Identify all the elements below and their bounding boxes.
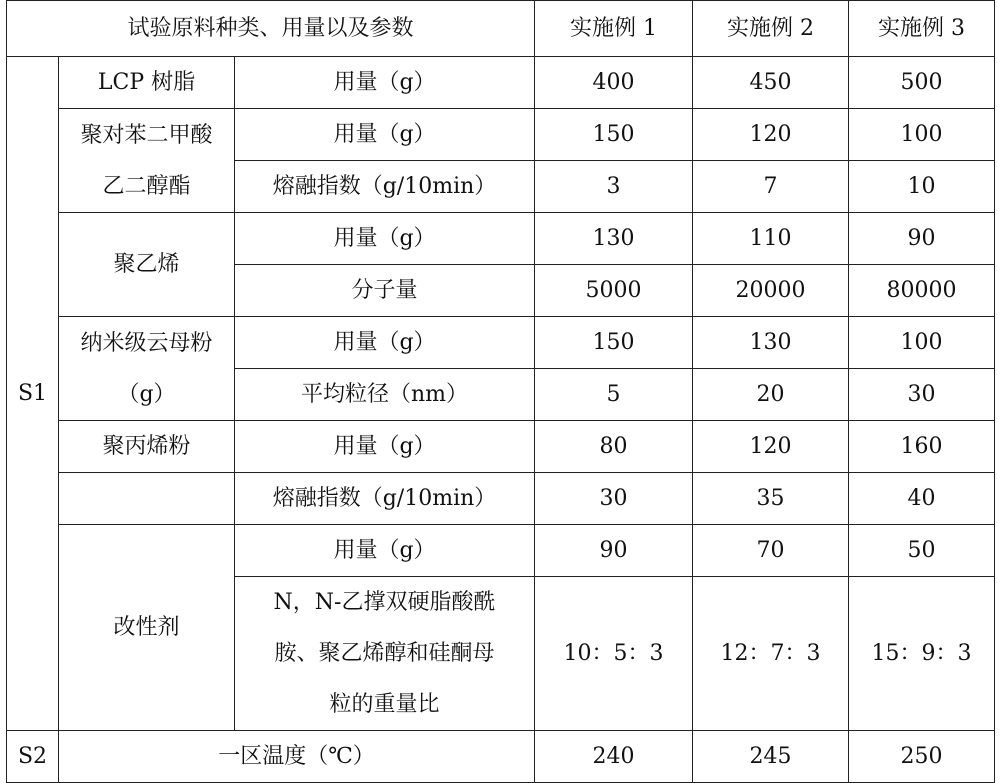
header-params-title: 试验原料种类、用量以及参数	[7, 1, 535, 57]
param-dosage: 用量（g）	[235, 57, 535, 109]
table-row	[7, 57, 995, 109]
table-row	[7, 317, 995, 369]
param-zone-temp: 一区温度（℃）	[59, 731, 535, 783]
value-cell: 130	[693, 317, 849, 369]
value-cell: 7	[693, 161, 849, 213]
material-pet-line1: 聚对苯二甲酸	[80, 122, 213, 148]
value-cell: 150	[535, 317, 693, 369]
value-cell: 30	[849, 369, 995, 421]
value-cell: 240	[535, 731, 693, 783]
param-dosage: 用量（g）	[235, 213, 535, 265]
value-cell: 500	[849, 57, 995, 109]
table-row	[7, 109, 995, 161]
value-cell: 245	[693, 731, 849, 783]
value-cell: 40	[849, 473, 995, 525]
material-lcp: LCP 树脂	[59, 57, 235, 109]
param-dosage: 用量（g）	[235, 317, 535, 369]
header-example-1: 实施例 1	[535, 1, 693, 57]
param-mol-weight: 分子量	[235, 265, 535, 317]
value-cell: 70	[693, 525, 849, 577]
value-cell: 90	[535, 525, 693, 577]
value-cell: 450	[693, 57, 849, 109]
param-weight-ratio-line2: 胺、聚乙烯醇和硅酮母	[274, 641, 495, 666]
param-dosage: 用量（g）	[235, 421, 535, 473]
value-cell: 12：7：3	[693, 577, 849, 731]
material-empty-cell	[59, 473, 235, 525]
value-cell: 35	[693, 473, 849, 525]
value-cell: 150	[535, 109, 693, 161]
material-pet-line2: 乙二醇酯	[102, 173, 191, 199]
value-cell: 80	[535, 421, 693, 473]
value-cell: 3	[535, 161, 693, 213]
table-row	[7, 213, 995, 265]
table-row	[7, 473, 995, 525]
value-cell: 80000	[849, 265, 995, 317]
material-modifier: 改性剂	[59, 525, 235, 731]
value-cell: 250	[849, 731, 995, 783]
value-cell: 20	[693, 369, 849, 421]
header-row	[7, 1, 995, 57]
value-cell: 50	[849, 525, 995, 577]
param-weight-ratio	[235, 577, 535, 731]
table-row	[7, 525, 995, 577]
value-cell: 20000	[693, 265, 849, 317]
param-melt-index: 熔融指数（g/10min）	[235, 161, 535, 213]
material-pe: 聚乙烯	[59, 213, 235, 317]
value-cell: 100	[849, 317, 995, 369]
material-pet	[59, 109, 235, 213]
value-cell: 100	[849, 109, 995, 161]
value-cell: 120	[693, 421, 849, 473]
value-cell: 30	[535, 473, 693, 525]
value-cell: 5000	[535, 265, 693, 317]
value-cell: 10	[849, 161, 995, 213]
value-cell: 120	[693, 109, 849, 161]
header-example-2: 实施例 2	[693, 1, 849, 57]
value-cell: 110	[693, 213, 849, 265]
value-cell: 160	[849, 421, 995, 473]
table-row	[7, 731, 995, 783]
param-weight-ratio-line3: 粒的重量比	[329, 692, 440, 717]
parameters-table	[6, 0, 995, 783]
param-dosage: 用量（g）	[235, 109, 535, 161]
param-weight-ratio-line1: N，N-乙撑双硬脂酸酰	[273, 590, 496, 615]
step-s2-label: S2	[7, 731, 59, 783]
value-cell: 400	[535, 57, 693, 109]
value-cell: 10：5：3	[535, 577, 693, 731]
value-cell: 5	[535, 369, 693, 421]
material-pp: 聚丙烯粉	[59, 421, 235, 473]
value-cell: 90	[849, 213, 995, 265]
value-cell: 130	[535, 213, 693, 265]
param-particle-size: 平均粒径（nm）	[235, 369, 535, 421]
value-cell: 15：9：3	[849, 577, 995, 731]
param-melt-index: 熔融指数（g/10min）	[235, 473, 535, 525]
header-example-3: 实施例 3	[849, 1, 995, 57]
material-mica-line1: 纳米级云母粉	[80, 330, 213, 356]
step-s1-label: S1	[7, 57, 59, 731]
param-dosage: 用量（g）	[235, 525, 535, 577]
material-mica-line2: （g）	[117, 381, 176, 407]
table-row	[7, 421, 995, 473]
material-mica	[59, 317, 235, 421]
